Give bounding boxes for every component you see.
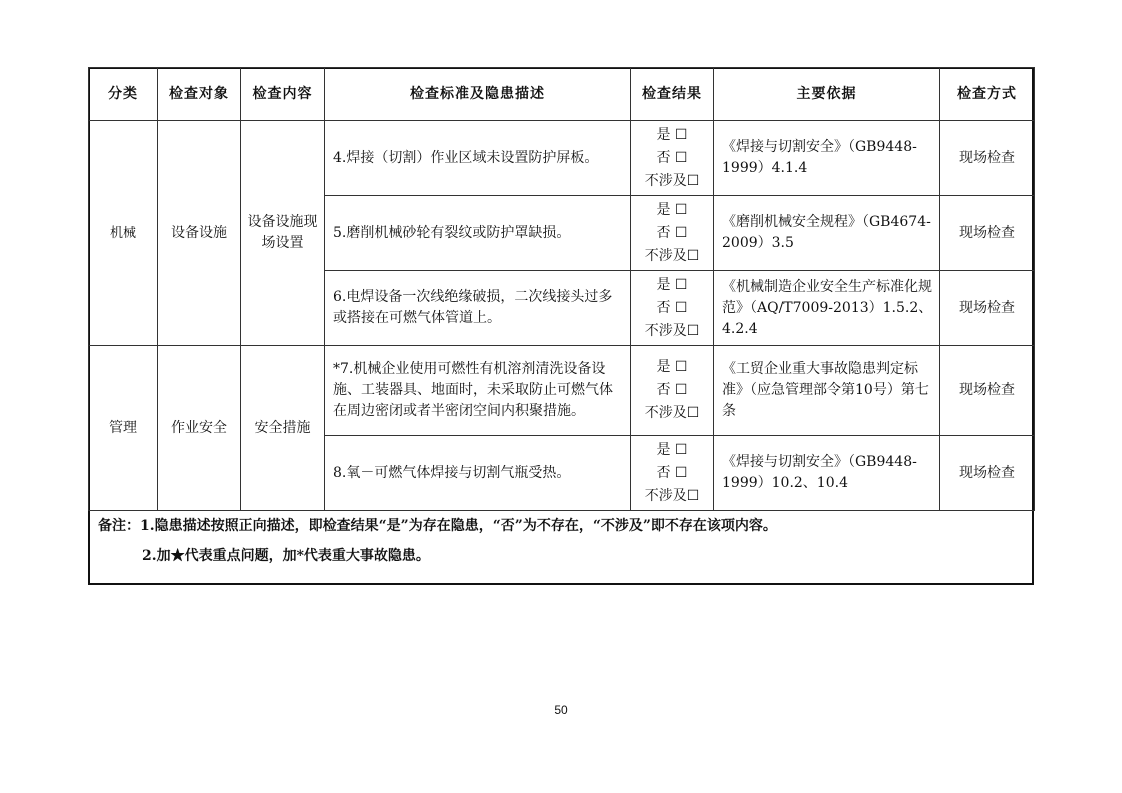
table-row [89,121,1035,196]
result-yes[interactable]: 是 ☐ [656,201,688,218]
result-cell[interactable] [631,436,714,511]
basis-cell: 《焊接与切割安全》（GB9448-1999）10.2、10.4 [714,436,940,511]
method-cell: 现场检查 [940,196,1035,271]
basis-cell: 《工贸企业重大事故隐患判定标准》（应急管理部令第10号）第七条 [714,346,940,436]
basis-cell: 《机械制造企业安全生产标准化规范》（AQ/T7009-2013）1.5.2、4.2.4 [714,271,940,346]
standard-cell: 5.磨削机械砂轮有裂纹或防护罩缺损。 [325,196,631,271]
object-cell: 设备设施 [158,121,241,346]
result-no[interactable]: 否 ☐ [656,224,688,241]
category-cell: 管理 [89,346,158,511]
basis-cell: 《焊接与切割安全》（GB9448-1999）4.1.4 [714,121,940,196]
header-result: 检查结果 [631,68,714,121]
method-cell: 现场检查 [940,346,1035,436]
result-no[interactable]: 否 ☐ [656,149,688,166]
result-na[interactable]: 不涉及☐ [644,487,700,504]
result-no[interactable]: 否 ☐ [656,299,688,316]
note-line-1: 备注：1.隐患描述按照正向描述，即检查结果“是”为存在隐患，“否”为不存在，“不涉及”即不存在该项内容。 [98,518,777,534]
method-cell: 现场检查 [940,436,1035,511]
table-header-row [89,68,1035,121]
standard-cell: 8.氧－可燃气体焊接与切割气瓶受热。 [325,436,631,511]
result-no[interactable]: 否 ☐ [656,464,688,481]
notes-block [98,513,1018,569]
content-cell: 设备设施现场设置 [241,121,325,346]
result-no[interactable]: 否 ☐ [656,382,688,398]
result-cell[interactable] [631,196,714,271]
header-standard: 检查标准及隐患描述 [325,68,631,121]
result-yes[interactable]: 是 ☐ [656,276,688,293]
page-number: 50 [554,703,568,717]
result-na[interactable]: 不涉及☐ [644,247,700,264]
header-basis: 主要依据 [714,68,940,121]
basis-cell: 《磨削机械安全规程》（GB4674-2009）3.5 [714,196,940,271]
method-cell: 现场检查 [940,271,1035,346]
standard-cell: 4.焊接（切割）作业区域未设置防护屏板。 [325,121,631,196]
result-na[interactable]: 不涉及☐ [644,172,700,189]
result-na[interactable]: 不涉及☐ [644,322,700,339]
standard-cell: *7.机械企业使用可燃性有机溶剂清洗设备设施、工装器具、地面时，未采取防止可燃气体在周边密闭或者半密闭空间内积聚措施。 [325,346,631,436]
inspection-table [88,67,1035,511]
content-cell: 安全措施 [241,346,325,511]
result-yes[interactable]: 是 ☐ [656,359,688,375]
header-category: 分类 [89,68,158,121]
header-object: 检查对象 [158,68,241,121]
header-content: 检查内容 [241,68,325,121]
result-yes[interactable]: 是 ☐ [656,441,688,458]
method-cell: 现场检查 [940,121,1035,196]
result-cell[interactable] [631,271,714,346]
category-cell: 机械 [89,121,158,346]
note-line-2: 2.加★代表重点问题，加*代表重大事故隐患。 [142,548,430,564]
standard-cell: 6.电焊设备一次线绝缘破损，二次线接头过多或搭接在可燃气体管道上。 [325,271,631,346]
result-yes[interactable]: 是 ☐ [656,126,688,143]
header-method: 检查方式 [940,68,1035,121]
table-row [89,346,1035,436]
result-cell[interactable] [631,121,714,196]
result-na[interactable]: 不涉及☐ [644,405,700,421]
object-cell: 作业安全 [158,346,241,511]
result-cell[interactable] [631,346,714,436]
